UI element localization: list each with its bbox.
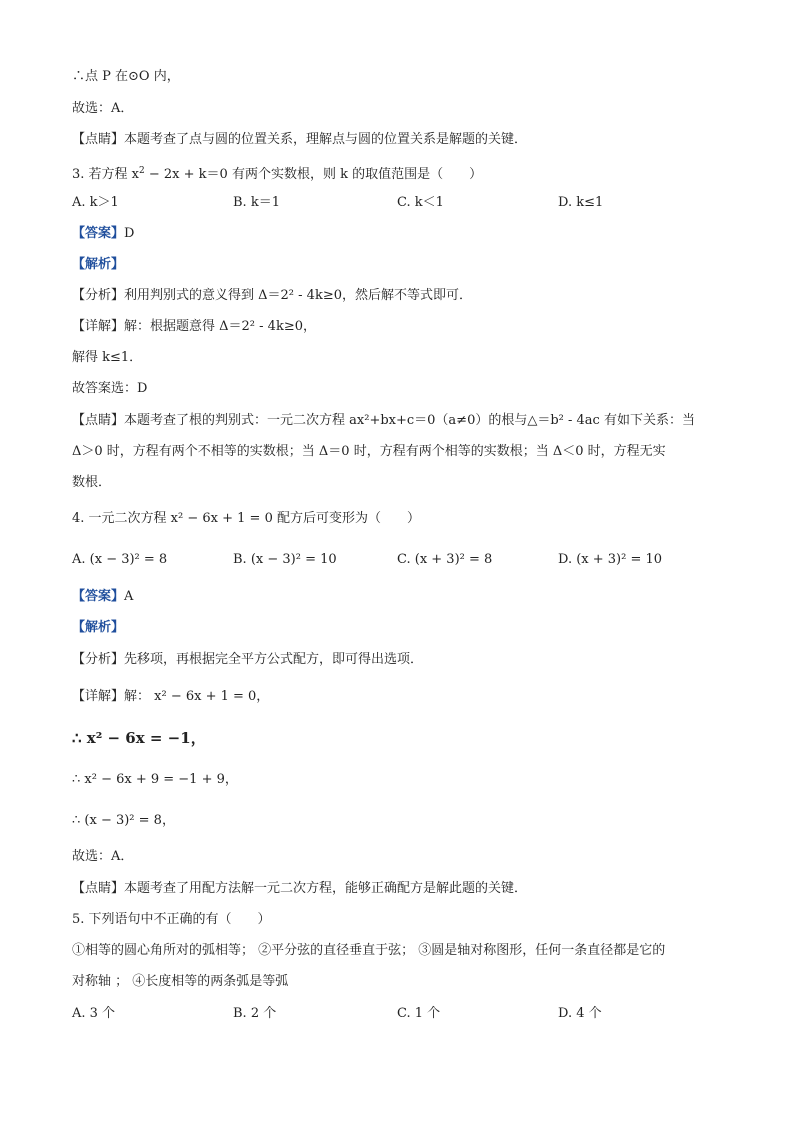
q4-dianjing [72,880,734,898]
q5-option-b: B. 2 个 [233,1006,277,1021]
q3-dianjing-line1 [72,412,734,430]
q4-number: 4. [72,511,85,526]
q5-stem-text: 下列语句中不正确的有（ ） [88,912,271,927]
q3-stem-pre: 若方程 x [88,167,140,182]
q5-number: 5. [72,912,85,927]
q3-option-b: B. k＝1 [233,195,280,210]
q5-stem [72,911,734,929]
q4-step1: ∴ x² − 6x = −1， [72,729,206,747]
q5-statements-line2: 对称轴 ； ④长度相等的两条弧是等弧 [72,974,289,989]
q5-statements-line1: ①相等的圆心角所对的弧相等； ②平分弦的直径垂直于弦； ③圆是轴对称图形，任何一条直径都是它的 [72,943,666,958]
q5-option-a: A. 3 个 [72,1006,116,1021]
q3-stem-rest: − 2x + k＝0 有两个实数根，则 k 的取值范围是（ ） [144,167,483,182]
q3-option-d: D. k≤1 [558,195,604,210]
q4-option-c: C. (x + 3)² = 8 [397,552,493,567]
q4-step2: ∴ x² − 6x + 9 = −1 + 9， [72,772,238,787]
q4-choose: 故选：A． [72,849,134,864]
q3-number: 3. [72,167,85,182]
q4-xiangjie-text: 解： x² − 6x + 1 = 0， [124,689,270,704]
answer-label: 【答案】 [72,589,125,604]
q4-dianjing-text: 本题考查了用配方法解一元二次方程，能够正确配方是解此题的关键． [124,881,528,896]
q3-answer [72,225,734,243]
q4-option-d: D. (x + 3)² = 10 [558,552,663,567]
q4-option-a: A. (x − 3)² = 8 [72,552,168,567]
q4-fenxi [72,651,734,669]
q4-xiangjie [72,688,734,706]
dianjing-label: 【点睛】 [72,413,125,428]
q3-dianjing-line3: 数根． [72,475,112,490]
q2-conclusion: ∴点 P 在⊙O 内， [72,69,180,84]
q5-option-c: C. 1 个 [397,1006,441,1021]
q3-xiangjie [72,318,734,336]
q4-stem [72,510,734,528]
xiangjie-label: 【详解】 [72,319,125,334]
analysis-label: 【解析】 [72,620,125,635]
answer-label: 【答案】 [72,226,125,241]
q4-step3: ∴ (x − 3)² = 8， [72,813,175,828]
q3-option-a: A. k＞1 [72,195,119,210]
q2-dianjing [72,131,734,149]
xiangjie-label: 【详解】 [72,689,125,704]
dianjing-label: 【点睛】 [72,881,125,896]
q3-option-c: C. k＜1 [397,195,444,210]
q3-dianjing-line2: Δ＞0 时，方程有两个不相等的实数根；当 Δ＝0 时，方程有两个相等的实数根；当 Δ＜0 时，方程无实 [72,444,666,459]
dianjing-label: 【点睛】 [72,132,125,147]
q2-choice: 故选：A． [72,101,134,116]
q3-answer-value: D [124,226,135,241]
q3-analysis-header [72,256,734,274]
q3-fenxi [72,287,734,305]
fenxi-label: 【分析】 [72,652,125,667]
q3-xiangjie-text: 解：根据题意得 Δ＝2² - 4k≥0， [124,319,316,334]
fenxi-label: 【分析】 [72,288,125,303]
q3-dianjing-text1: 本题考查了根的判别式：一元二次方程 ax²+bx+c＝0（a≠0）的根与△＝b² - 4ac 有如下关系：当 [124,413,695,428]
q4-answer [72,588,734,606]
q4-fenxi-text: 先移项，再根据完全平方公式配方，即可得出选项． [124,652,424,667]
q4-stem-text: 一元二次方程 x² − 6x + 1 = 0 配方后可变形为（ ） [88,511,420,526]
analysis-label: 【解析】 [72,257,125,272]
q4-answer-value: A [124,589,134,604]
dianjing-text: 本题考查了点与圆的位置关系，理解点与圆的位置关系是解题的关键． [124,132,528,147]
q3-solve: 解得 k≤1． [72,350,143,365]
q4-option-b: B. (x − 3)² = 10 [233,552,337,567]
q5-option-d: D. 4 个 [558,1006,602,1021]
q4-analysis-header [72,619,734,637]
q3-stem: 3. 若方程 $x^2 - 2x + k=0$ 有两个实数根，则 k 的取值范围是（ ） [72,166,483,182]
q3-fenxi-text: 利用判别式的意义得到 Δ＝2² - 4k≥0，然后解不等式即可． [124,288,472,303]
q3-choose: 故答案选：D [72,381,148,396]
